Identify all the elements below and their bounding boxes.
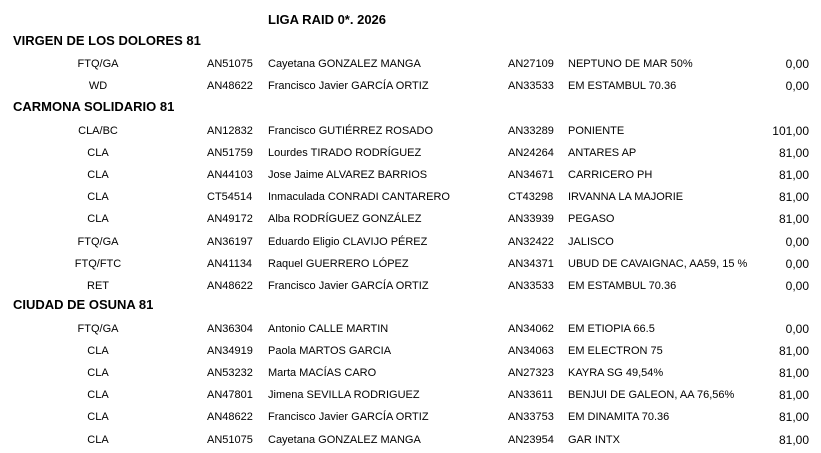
horse-license: AN33753: [508, 411, 554, 424]
category: CLA: [87, 367, 109, 380]
horse-license: AN33611: [508, 389, 554, 402]
points: 0,00: [785, 234, 809, 249]
points: 81,00: [778, 146, 809, 161]
category: FTQ/GA: [77, 235, 119, 248]
horse-license: AN33289: [508, 125, 554, 137]
horse-license: AN34062: [508, 323, 554, 335]
rider-license: AN53232: [207, 367, 253, 380]
table-row: [0, 231, 821, 253]
page-title: LIGA RAID 0*. 2026: [268, 12, 387, 27]
table-row: [0, 53, 821, 75]
points: 0,00: [785, 322, 809, 336]
category: CLA: [87, 169, 109, 182]
rider-name: Alba RODRÍGUEZ GONZÁLEZ: [268, 213, 422, 226]
table-row: [0, 318, 821, 340]
horse-license: AN34671: [508, 169, 554, 182]
rider-license: CT54514: [207, 191, 253, 204]
rider-name: Marta MACÍAS CARO: [268, 367, 377, 380]
horse-license: AN34063: [508, 345, 554, 358]
rider-license: AN41134: [207, 257, 253, 270]
category: FTQ/FTC: [74, 257, 122, 270]
horse-name: EM DINAMITA 70.36: [568, 411, 670, 424]
team-heading: VIRGEN DE LOS DOLORES 81: [13, 33, 201, 48]
rider-name: Cayetana GONZALEZ MANGA: [268, 433, 421, 446]
points: 81,00: [778, 366, 809, 381]
category: CLA: [87, 147, 109, 160]
table-row: [0, 208, 821, 230]
rider-license: AN48622: [207, 279, 253, 292]
category: FTQ/GA: [77, 58, 119, 70]
points: 81,00: [778, 432, 809, 447]
rider-license: AN36197: [207, 235, 253, 248]
category: CLA/BC: [78, 125, 118, 137]
rider-name: Antonio CALLE MARTIN: [268, 323, 389, 335]
rider-name: Raquel GUERRERO LÓPEZ: [268, 257, 409, 270]
points: 81,00: [778, 410, 809, 425]
points: 81,00: [778, 344, 809, 359]
points: 0,00: [785, 256, 809, 271]
rider-license: AN47801: [207, 389, 253, 402]
rider-name: Francisco GUTIÉRREZ ROSADO: [268, 125, 434, 137]
points: 0,00: [785, 79, 809, 94]
category: RET: [87, 279, 109, 292]
table-row: [0, 75, 821, 97]
rider-name: Francisco Javier GARCÍA ORTIZ: [268, 411, 429, 424]
rider-name: Francisco Javier GARCÍA ORTIZ: [268, 80, 429, 93]
horse-license: AN34371: [508, 257, 554, 270]
horse-license: AN27109: [508, 58, 554, 70]
rider-name: Jose Jaime ALVAREZ BARRIOS: [268, 169, 428, 182]
table-row: [0, 429, 821, 451]
rider-license: AN12832: [207, 125, 253, 137]
table-row: [0, 384, 821, 406]
horse-license: AN24264: [508, 147, 554, 160]
rider-name: Lourdes TIRADO RODRÍGUEZ: [268, 147, 422, 160]
horse-name: EM ELECTRON 75: [568, 345, 663, 358]
rider-name: Paola MARTOS GARCIA: [268, 345, 392, 358]
rider-license: AN51075: [207, 433, 253, 446]
table-row: [0, 186, 821, 208]
points: 101,00: [772, 124, 809, 138]
horse-name: CARRICERO PH: [568, 169, 653, 182]
category: CLA: [87, 213, 109, 226]
table-row: [0, 275, 821, 297]
team-heading: CARMONA SOLIDARIO 81: [13, 99, 175, 114]
horse-license: AN33533: [508, 80, 554, 93]
category: CLA: [87, 191, 109, 204]
horse-name: EM ETIOPIA 66.5: [568, 323, 655, 335]
rider-name: Cayetana GONZALEZ MANGA: [268, 58, 421, 70]
table-row: [0, 340, 821, 362]
rider-name: Jimena SEVILLA RODRIGUEZ: [268, 389, 420, 402]
category: FTQ/GA: [77, 323, 119, 335]
horse-name: UBUD DE CAVAIGNAC, AA59, 15 %: [568, 257, 748, 270]
horse-name: JALISCO: [568, 235, 614, 248]
category: CLA: [87, 433, 109, 446]
horse-name: EM ESTAMBUL 70.36: [568, 279, 677, 292]
horse-name: ANTARES AP: [568, 147, 637, 160]
table-row: [0, 164, 821, 186]
horse-name: KAYRA SG 49,54%: [568, 367, 664, 380]
table-row: [0, 120, 821, 142]
points: 0,00: [785, 57, 809, 71]
rider-license: AN48622: [207, 80, 253, 93]
category: CLA: [87, 411, 109, 424]
horse-license: CT43298: [508, 191, 554, 204]
table-row: [0, 406, 821, 428]
horse-name: PEGASO: [568, 213, 615, 226]
points: 81,00: [778, 212, 809, 227]
points: 81,00: [778, 190, 809, 205]
horse-license: AN33939: [508, 213, 554, 226]
points: 81,00: [778, 388, 809, 403]
rider-license: AN36304: [207, 323, 253, 335]
rider-license: AN48622: [207, 411, 253, 424]
horse-name: IRVANNA LA MAJORIE: [568, 191, 684, 204]
rider-name: Francisco Javier GARCÍA ORTIZ: [268, 279, 429, 292]
horse-name: EM ESTAMBUL 70.36: [568, 80, 677, 93]
rider-license: AN34919: [207, 345, 253, 358]
rider-name: Eduardo Eligio CLAVIJO PÉREZ: [268, 235, 428, 248]
rider-license: AN44103: [207, 169, 253, 182]
rider-name: Inmaculada CONRADI CANTARERO: [268, 191, 450, 204]
horse-name: PONIENTE: [568, 125, 625, 137]
category: CLA: [87, 345, 109, 358]
team-heading: CIUDAD DE OSUNA 81: [13, 297, 154, 312]
rider-license: AN51759: [207, 147, 253, 160]
table-row: [0, 253, 821, 275]
horse-license: AN23954: [508, 433, 554, 446]
horse-name: BENJUI DE GALEON, AA 76,56%: [568, 389, 735, 402]
horse-name: GAR INTX: [568, 433, 620, 446]
points: 0,00: [785, 278, 809, 293]
category: WD: [88, 80, 108, 93]
table-row: [0, 362, 821, 384]
category: CLA: [87, 389, 109, 402]
horse-license: AN33533: [508, 279, 554, 292]
rider-license: AN51075: [207, 58, 253, 70]
points: 81,00: [778, 168, 809, 183]
horse-license: AN27323: [508, 367, 554, 380]
table-row: [0, 142, 821, 164]
rider-license: AN49172: [207, 213, 253, 226]
horse-name: NEPTUNO DE MAR 50%: [568, 58, 693, 70]
horse-license: AN32422: [508, 235, 554, 248]
